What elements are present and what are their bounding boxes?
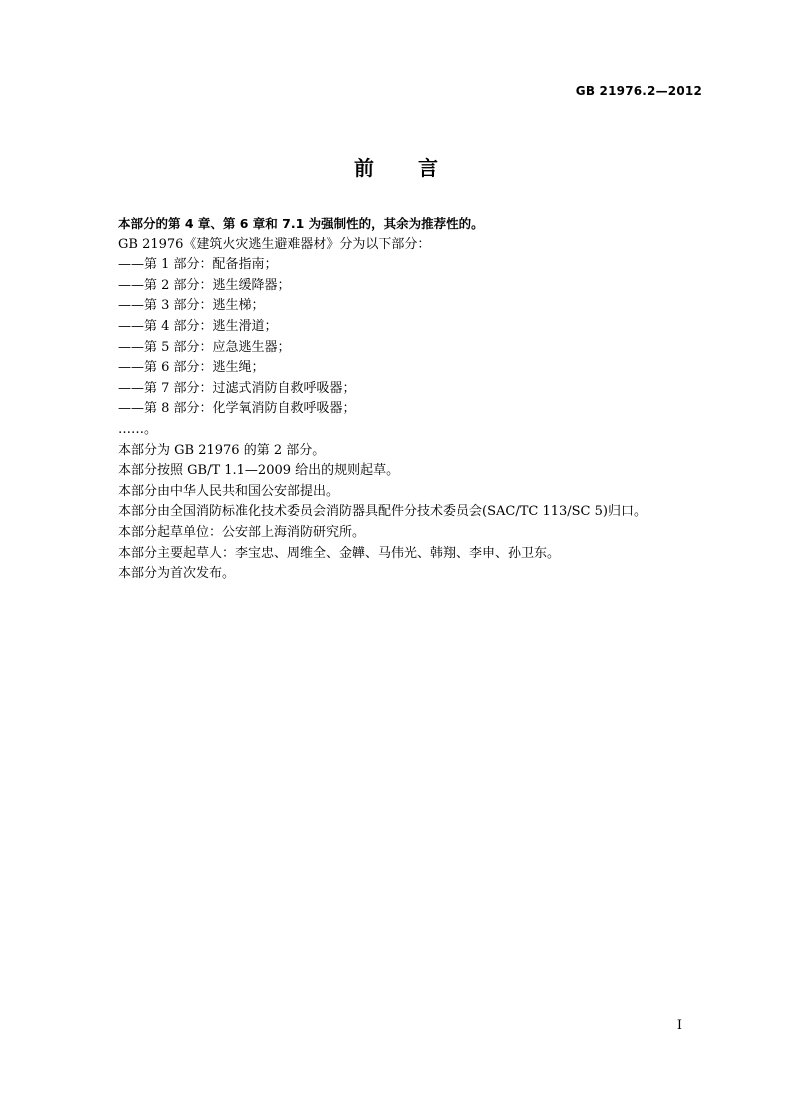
- paragraph-line: ——第 1 部分：配备指南；: [118, 257, 278, 273]
- paragraph-line: ——第 6 部分：逃生绳；: [118, 360, 265, 376]
- paragraph-line: 本部分为首次发布。: [118, 566, 236, 582]
- paragraph-line: 本部分按照 GB/T 1.1—2009 给出的规则起草。: [118, 463, 400, 479]
- paragraph-line: 本部分由全国消防标准化技术委员会消防器具配件分技术委员会(SAC/TC 113/SC 5)归口。: [118, 504, 647, 520]
- standard-number: GB 21976.2—2012: [575, 84, 702, 98]
- paragraph-line: ——第 2 部分：逃生缓降器；: [118, 277, 291, 293]
- paragraph-line: ——第 7 部分：过滤式消防自救呼吸器；: [118, 380, 356, 396]
- paragraph-line: ——第 8 部分：化学氧消防自救呼吸器；: [118, 401, 356, 417]
- paragraph-line: 本部分由中华人民共和国公安部提出。: [118, 483, 340, 499]
- paragraph-line: GB 21976《建筑火灾逃生避难器材》分为以下部分：: [118, 236, 431, 252]
- paragraph-line: 本部分的第 4 章、第 6 章和 7.1 为强制性的，其余为推荐性的。: [118, 216, 484, 231]
- paragraph-line: 本部分起草单位：公安部上海消防研究所。: [118, 524, 366, 540]
- paragraph-line: ——第 5 部分：应急逃生器；: [118, 339, 291, 355]
- paragraph-line: ——第 3 部分：逃生梯；: [118, 298, 265, 314]
- paragraph-line: 本部分为 GB 21976 的第 2 部分。: [118, 442, 326, 458]
- paragraph-line: ……。: [118, 421, 158, 437]
- page-number: I: [676, 1018, 682, 1033]
- paragraph-line: 本部分主要起草人：李宝忠、周维全、金韡、马伟光、韩翔、李申、孙卫东。: [118, 545, 561, 561]
- foreword-body: [118, 214, 698, 585]
- page-title: 前言: [354, 156, 482, 180]
- paragraph-line: ——第 4 部分：逃生滑道；: [118, 318, 278, 334]
